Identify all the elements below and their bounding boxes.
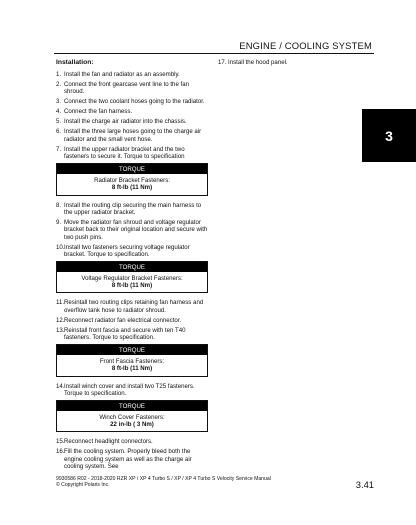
torque-box-voltage-regulator (56, 261, 208, 293)
step-number: 8. (56, 201, 62, 209)
step-number: 12. (56, 316, 65, 324)
torque-label: Voltage Regulator Bracket Fasteners: (81, 274, 183, 282)
step-text: Install the three large hoses going to the charge air radiator and the small vent hose. (64, 128, 202, 143)
step-text: Connect the fan harness. (64, 108, 133, 116)
step-number: 11. (56, 299, 65, 307)
header-rule (54, 53, 374, 54)
step-text: Install the upper radiator bracket and the two fasteners to secure it. Torque to specification (64, 145, 185, 161)
page-header-title: ENGINE / COOLING SYSTEM (239, 40, 372, 51)
step-number: 9. (56, 218, 62, 226)
footer-copyright: © Copyright Polaris Inc. (56, 482, 110, 489)
step-text: Fill the cooling system. Properly bleed both the engine cooling system as well as the charge air cooling system. See (64, 448, 192, 471)
step-text: Install the fan and radiator as an assembly. (64, 71, 180, 78)
step-text: Connect the front gearcase vent line to the fan shroud. (64, 81, 190, 96)
list-item (56, 299, 208, 314)
list-item (56, 81, 208, 96)
step-text: Move the radiator fan shroud and voltage regulator bracket back to their original location and secure with two push pins. (64, 218, 208, 241)
left-column (56, 59, 208, 473)
step-text: Install the hood panel. (228, 59, 288, 66)
torque-value: 8 ft-lb (11 Nm) (111, 365, 153, 373)
page-number: 3.41 (355, 479, 374, 490)
torque-value: 8 ft-lb (11 Nm) (111, 184, 153, 192)
footer-text (56, 476, 271, 489)
list-item (56, 317, 208, 324)
torque-box-header: TORQUE (57, 164, 207, 174)
step-text: Install the charge air radiator into the chassis. (64, 118, 187, 126)
chapter-tab: 3 (362, 109, 416, 162)
list-item (56, 383, 208, 398)
step-number: 6. (56, 128, 62, 136)
torque-label: Front Fascia Fasteners: (99, 357, 165, 365)
torque-box-header: TORQUE (57, 345, 207, 355)
step-text: Install the routing clip securing the main harness to the upper radiator bracket. (64, 201, 202, 216)
step-text: Install winch cover and install two T25 fasteners. Torque to specification. (64, 382, 195, 397)
list-item (56, 438, 208, 445)
torque-label: Radiator Bracket Fasteners: (94, 176, 170, 184)
step-number: 5. (56, 118, 62, 126)
torque-box-front-fascia (56, 344, 208, 376)
list-item (56, 108, 208, 115)
step-number: 16. (56, 448, 65, 456)
torque-box-header: TORQUE (57, 262, 207, 272)
step-number: 14. (56, 382, 65, 390)
right-column (218, 59, 358, 69)
step-number: 13. (56, 326, 65, 334)
torque-box-header: TORQUE (57, 401, 207, 411)
step-number: 7. (56, 145, 62, 153)
torque-value: 8 ft-lb (11 Nm) (111, 282, 153, 290)
step-number: 10. (56, 243, 65, 251)
step-text: Resintall two routing clips retaining fan harness and overflow tank hose to radiator shroud. (64, 299, 204, 314)
torque-box-radiator-bracket (56, 163, 208, 195)
list-item (56, 202, 208, 217)
step-number: 1. (56, 71, 62, 78)
step-text: Reinstall front fascia and secure with ten T40 fasteners. Torque to specification. (64, 326, 186, 342)
footer-manual-title: 9930586 R02 - 2018-2020 RZR XP / XP 4 Turbo S / XP / XP 4 Turbo S Velocity Service Manual (56, 476, 271, 482)
torque-value: 22 in-lb ( 3 Nm) (110, 420, 154, 428)
step-text: Connect the two coolant hoses going to the radiator. (64, 98, 205, 106)
torque-label: Winch Cover Fasteners: (99, 413, 165, 421)
list-item (56, 448, 208, 470)
list-item (56, 128, 208, 143)
list-item (56, 327, 208, 342)
step-number: 17. (218, 59, 227, 66)
list-item (218, 59, 358, 66)
list-item (56, 118, 208, 125)
step-number: 15. (56, 438, 65, 446)
step-text: Install two fasteners securing voltage regulator bracket. Torque to specification. (64, 243, 190, 259)
step-text: Reconnect headlight connectors. (64, 438, 153, 446)
step-number: 2. (56, 81, 62, 88)
torque-box-winch-cover (56, 400, 208, 432)
step-number: 4. (56, 108, 62, 116)
list-item (56, 219, 208, 241)
list-item (56, 244, 208, 259)
list-item (56, 98, 208, 105)
installation-heading: Installation: (56, 59, 94, 66)
list-item (56, 146, 208, 161)
step-text: Reconnect radiator fan electrical connector. (64, 316, 182, 324)
list-item (56, 71, 208, 78)
step-number: 3. (56, 98, 62, 106)
